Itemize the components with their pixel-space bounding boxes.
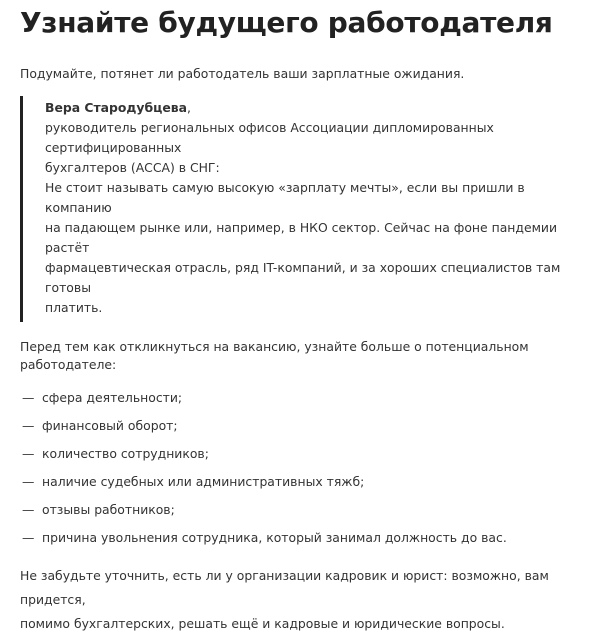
list-item bbox=[20, 472, 592, 500]
list-item bbox=[20, 388, 592, 416]
list-item-text: наличие судебных или административных тяжб; bbox=[42, 474, 365, 489]
quote-text-line-2: на падающем рынке или, например, в НКО сектор. Сейчас на фоне пандемии растёт bbox=[45, 220, 558, 255]
list-dash: — bbox=[22, 474, 35, 489]
list-dash: — bbox=[22, 390, 35, 405]
quote-author-suffix: , bbox=[186, 100, 191, 115]
quote-text-line-4: платить. bbox=[45, 300, 103, 315]
closing-line-2: помимо бухгалтерских, решать ещё и кадровые и юридические вопросы. bbox=[20, 616, 505, 631]
list-dash: — bbox=[22, 418, 35, 433]
list-item-text: сфера деятельности; bbox=[42, 390, 183, 405]
quote-author: Вера Стародубцева bbox=[45, 100, 187, 115]
list-dash: — bbox=[22, 530, 35, 545]
closing-line-1: Не забудьте уточнить, есть ли у организации кадровик и юрист: возможно, вам придется, bbox=[20, 568, 549, 607]
criteria-list bbox=[20, 388, 592, 556]
article-title: Узнайте будущего работодателя bbox=[20, 6, 553, 39]
quote-text-line-3: фармацевтическая отрасль, ряд IT-компаний, и за хороших специалистов там готовы bbox=[45, 260, 561, 295]
closing-paragraph bbox=[20, 564, 592, 636]
quote-author-line bbox=[45, 98, 592, 118]
list-item-text: отзывы работников; bbox=[42, 502, 175, 517]
quote-role-line-2: бухгалтеров (АССА) в СНГ: bbox=[45, 160, 220, 175]
list-item-text: количество сотрудников; bbox=[42, 446, 209, 461]
list-item bbox=[20, 500, 592, 528]
quote-role-line-1: руководитель региональных офисов Ассоциации дипломированных сертифицированных bbox=[45, 120, 494, 155]
list-dash: — bbox=[22, 502, 35, 517]
list-item bbox=[20, 528, 592, 556]
blockquote bbox=[20, 96, 592, 322]
quote-text-line-1: Не стоит называть самую высокую «зарплату мечты», если вы пришли в компанию bbox=[45, 180, 525, 215]
list-dash: — bbox=[22, 446, 35, 461]
list-item-text: причина увольнения сотрудника, который занимал должность до вас. bbox=[42, 530, 507, 545]
list-item-text: финансовый оборот; bbox=[42, 418, 178, 433]
list-item bbox=[20, 444, 592, 472]
intro-paragraph: Подумайте, потянет ли работодатель ваши зарплатные ожидания. bbox=[20, 66, 465, 81]
list-lead-paragraph: Перед тем как откликнуться на вакансию, узнайте больше о потенциальном работодателе: bbox=[20, 339, 529, 372]
list-item bbox=[20, 416, 592, 444]
